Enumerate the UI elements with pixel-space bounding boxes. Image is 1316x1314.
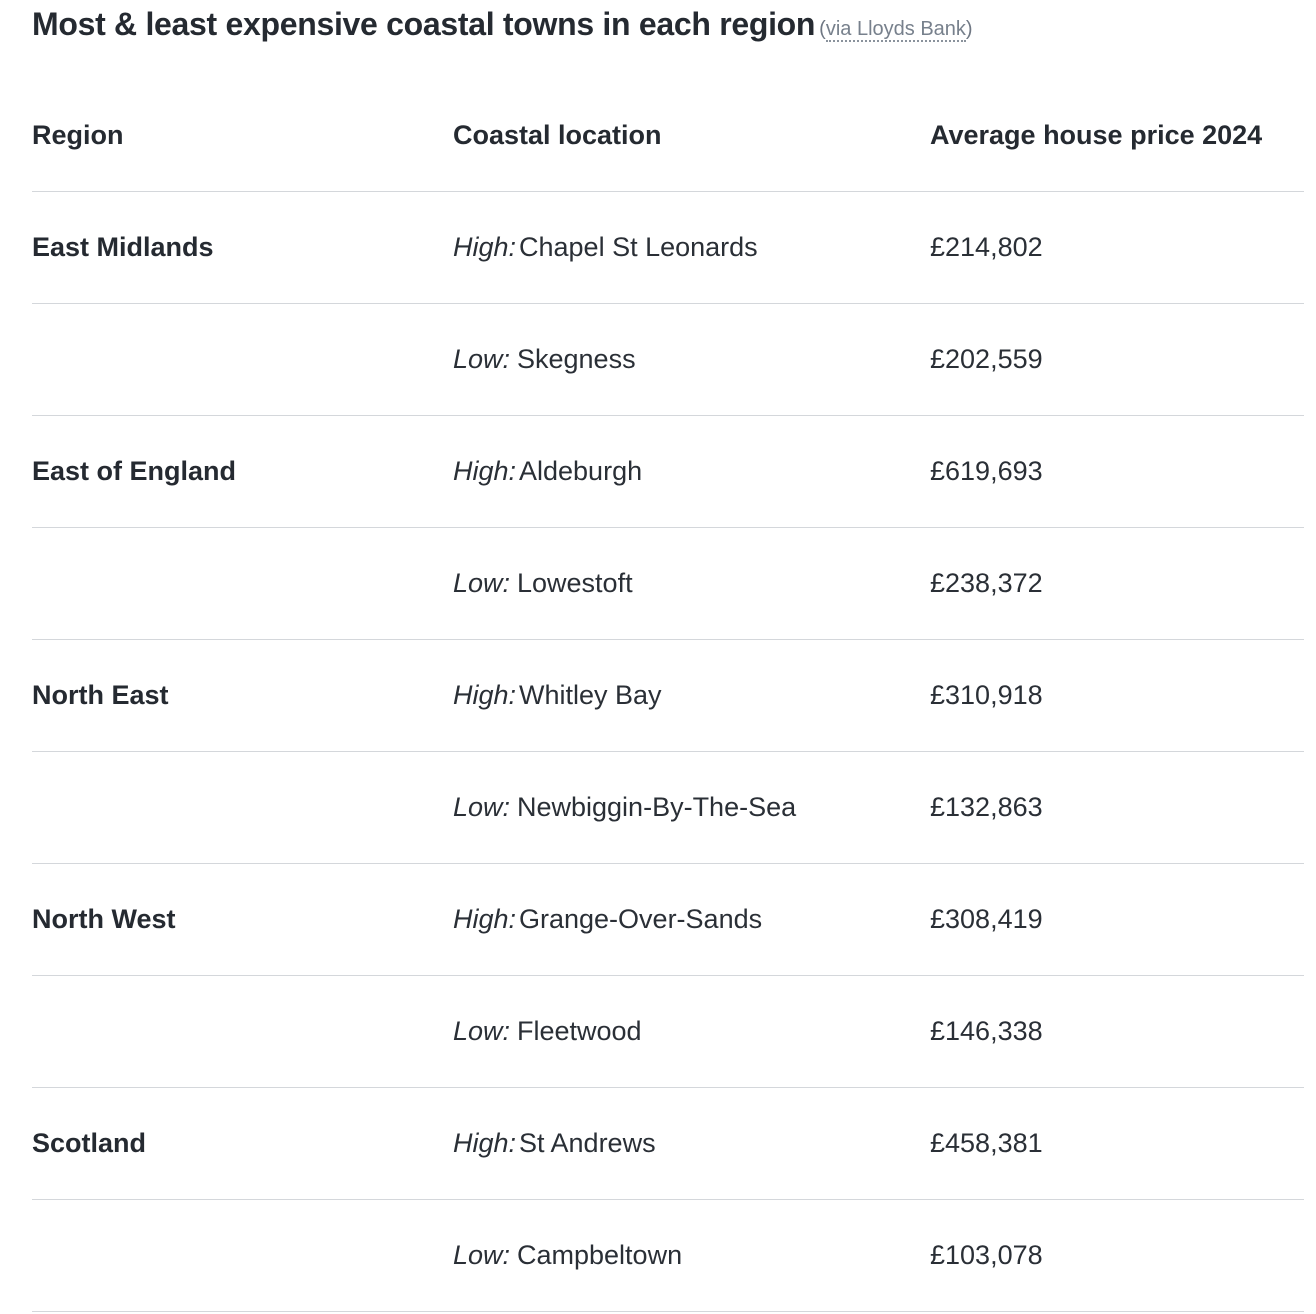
- table-heading: [32, 6, 1304, 43]
- column-header-location: Coastal location: [453, 80, 930, 192]
- region-cell: East Midlands: [32, 192, 453, 304]
- location-name: Campbeltown: [517, 1240, 683, 1270]
- level-label: Low:: [453, 568, 511, 598]
- location-cell: [453, 1088, 930, 1200]
- table-header-row: [32, 80, 1304, 192]
- location-name: Aldeburgh: [519, 456, 643, 486]
- column-header-region: Region: [32, 80, 453, 192]
- location-cell: [453, 976, 930, 1088]
- table-row: [32, 1200, 1304, 1312]
- region-cell: [32, 528, 453, 640]
- level-label: High:: [453, 456, 517, 486]
- price-cell: £132,863: [930, 752, 1304, 864]
- price-cell: £458,381: [930, 1088, 1304, 1200]
- location-cell: [453, 192, 930, 304]
- price-cell: £146,338: [930, 976, 1304, 1088]
- level-label: Low:: [453, 1240, 511, 1270]
- region-cell: North East: [32, 640, 453, 752]
- location-name: St Andrews: [519, 1128, 656, 1158]
- level-label: High:: [453, 904, 517, 934]
- region-cell: Scotland: [32, 1088, 453, 1200]
- price-cell: £103,078: [930, 1200, 1304, 1312]
- table-row: [32, 1088, 1304, 1200]
- table-row: [32, 752, 1304, 864]
- level-label: High:: [453, 1128, 517, 1158]
- location-cell: [453, 1200, 930, 1312]
- table-row: [32, 528, 1304, 640]
- region-cell: North West: [32, 864, 453, 976]
- location-cell: [453, 528, 930, 640]
- level-label: Low:: [453, 792, 511, 822]
- location-name: Fleetwood: [517, 1016, 642, 1046]
- source-close-paren: ): [965, 18, 973, 40]
- location-name: Grange-Over-Sands: [519, 904, 763, 934]
- location-cell: [453, 640, 930, 752]
- location-cell: [453, 752, 930, 864]
- region-cell: East of England: [32, 416, 453, 528]
- location-cell: [453, 864, 930, 976]
- location-name: Lowestoft: [517, 568, 633, 598]
- column-header-price: Average house price 2024: [930, 80, 1304, 192]
- source-open-paren: (: [819, 18, 826, 40]
- price-cell: £308,419: [930, 864, 1304, 976]
- page-title: Most & least expensive coastal towns in each region: [32, 6, 816, 42]
- level-label: Low:: [453, 1016, 511, 1046]
- table-row: [32, 416, 1304, 528]
- location-name: Skegness: [517, 344, 636, 374]
- region-cell: [32, 752, 453, 864]
- location-cell: [453, 416, 930, 528]
- price-cell: £238,372: [930, 528, 1304, 640]
- price-cell: £619,693: [930, 416, 1304, 528]
- source-note: [819, 18, 972, 40]
- price-cell: £310,918: [930, 640, 1304, 752]
- table-row: [32, 640, 1304, 752]
- location-cell: [453, 304, 930, 416]
- location-name: Newbiggin-By-The-Sea: [517, 792, 797, 822]
- location-name: Whitley Bay: [519, 680, 662, 710]
- region-cell: [32, 976, 453, 1088]
- table-row: [32, 304, 1304, 416]
- level-label: High:: [453, 232, 517, 262]
- table-row: [32, 192, 1304, 304]
- region-cell: [32, 1200, 453, 1312]
- level-label: Low:: [453, 344, 511, 374]
- source-link[interactable]: via Lloyds Bank: [825, 18, 966, 40]
- table-row: [32, 864, 1304, 976]
- price-cell: £202,559: [930, 304, 1304, 416]
- price-table: [32, 80, 1304, 1312]
- region-cell: [32, 304, 453, 416]
- location-name: Chapel St Leonards: [519, 232, 758, 262]
- table-row: [32, 976, 1304, 1088]
- level-label: High:: [453, 680, 517, 710]
- price-cell: £214,802: [930, 192, 1304, 304]
